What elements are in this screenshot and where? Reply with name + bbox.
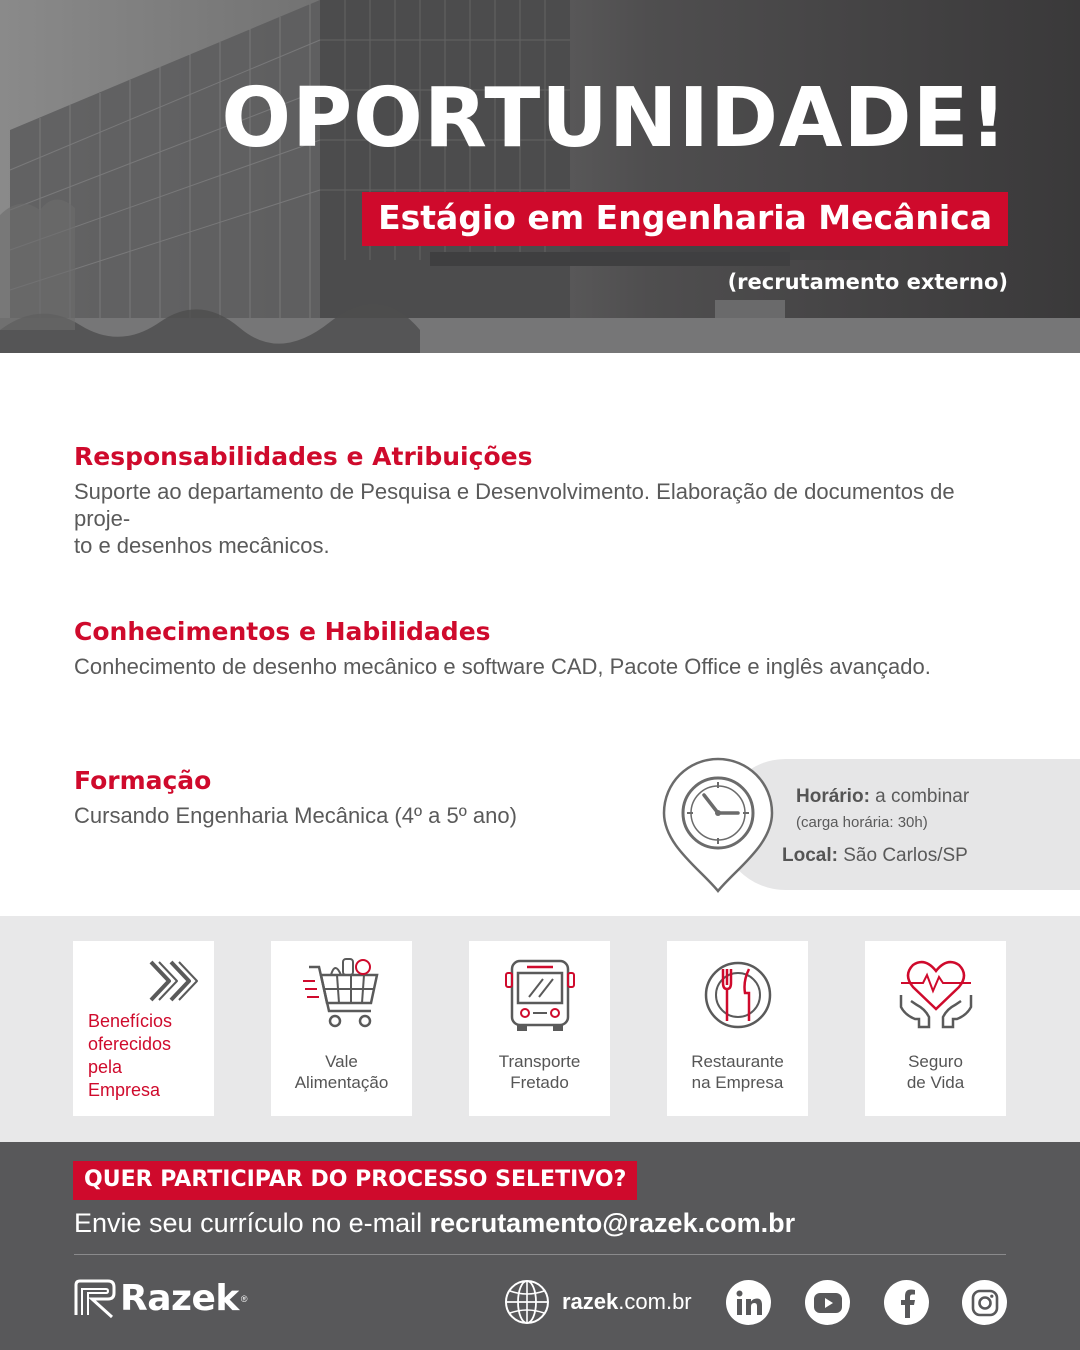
benefit-label-line: de Vida [906, 1073, 965, 1092]
website-text [562, 1289, 692, 1315]
benefit-label [865, 1051, 1006, 1093]
section-responsabilidades [74, 442, 1014, 559]
location-text [782, 845, 968, 867]
recruitment-type: (recrutamento externo) [727, 270, 1008, 294]
schedule-value: a combinar [869, 786, 970, 807]
section-title: Conhecimentos e Habilidades [74, 617, 491, 646]
facebook-icon [898, 1288, 916, 1318]
logo-text: Razek [120, 1278, 239, 1319]
intro-line: oferecidos [88, 1034, 172, 1054]
section-text-line: to e desenhos mecânicos. [74, 533, 330, 558]
globe-icon [504, 1279, 550, 1325]
schedule-label: Horário: [796, 786, 870, 807]
section-text: Conhecimento de desenho mecânico e software CAD, Pacote Office e inglês avançado. [74, 654, 931, 679]
email-instruction [74, 1208, 795, 1239]
benefits-intro-label [88, 1010, 208, 1102]
double-chevron-icon [145, 956, 201, 1006]
linkedin-button[interactable] [726, 1280, 771, 1325]
email-link[interactable]: recrutamento@razek.com.br [429, 1208, 796, 1238]
razek-logo[interactable] [72, 1278, 247, 1319]
benefit-card-vale-alimentacao [271, 941, 412, 1116]
section-title: Formação [74, 766, 212, 795]
clock-pin-icon [660, 757, 776, 893]
benefit-card-restaurante [667, 941, 808, 1116]
hero-banner [0, 0, 1080, 353]
website-link[interactable] [504, 1279, 692, 1325]
benefit-label [271, 1051, 412, 1093]
facebook-button[interactable] [884, 1280, 929, 1325]
cta-banner: QUER PARTICIPAR DO PROCESSO SELETIVO? [73, 1161, 637, 1200]
section-text-line: Suporte ao departamento de Pesquisa e Desenvolvimento. Elaboração de documentos de proje- [74, 479, 955, 531]
youtube-icon [813, 1292, 843, 1314]
benefit-label-line: Alimentação [294, 1073, 389, 1092]
benefit-label-line: Transporte [498, 1052, 581, 1071]
benefit-card-transporte [469, 941, 610, 1116]
location-label: Local: [782, 845, 838, 866]
benefit-label-line: na Empresa [691, 1073, 784, 1092]
shopping-cart-icon [301, 957, 383, 1033]
benefits-intro-card [73, 941, 214, 1116]
location-value: São Carlos/SP [837, 845, 968, 866]
intro-line: pela [88, 1057, 123, 1077]
schedule-text [796, 786, 969, 808]
job-title-badge: Estágio em Engenharia Mecânica [362, 192, 1008, 246]
bus-icon [499, 957, 581, 1033]
cutlery-plate-icon [697, 957, 779, 1033]
benefit-label-line: Restaurante [691, 1052, 784, 1071]
website-bold: razek [562, 1289, 619, 1314]
intro-line: Benefícios [88, 1011, 173, 1031]
benefit-label [469, 1051, 610, 1093]
youtube-button[interactable] [805, 1280, 850, 1325]
instagram-button[interactable] [962, 1280, 1007, 1325]
workload-text: (carga horária: 30h) [796, 814, 928, 831]
intro-line: Empresa [88, 1080, 161, 1100]
building-photo [0, 0, 1080, 353]
benefit-label-line: Vale [325, 1052, 358, 1071]
footer-divider [74, 1254, 1006, 1255]
benefit-label-line: Fretado [510, 1073, 569, 1092]
linkedin-icon [734, 1288, 764, 1318]
razek-logo-mark [72, 1279, 116, 1319]
registered-mark: ® [240, 1293, 248, 1304]
benefit-card-seguro [865, 941, 1006, 1116]
hero-title: OPORTUNIDADE! [221, 71, 1008, 166]
email-prefix: Envie seu currículo no e-mail [74, 1208, 430, 1238]
benefit-label [667, 1051, 808, 1093]
benefit-label-line: Seguro [908, 1052, 963, 1071]
section-conhecimentos [74, 617, 1014, 680]
website-rest: .com.br [618, 1289, 692, 1314]
heart-hands-icon [895, 957, 977, 1033]
section-formacao [74, 766, 634, 829]
section-text: Cursando Engenharia Mecânica (4º a 5º ano) [74, 803, 517, 828]
instagram-icon [971, 1289, 999, 1317]
section-title: Responsabilidades e Atribuições [74, 442, 533, 471]
